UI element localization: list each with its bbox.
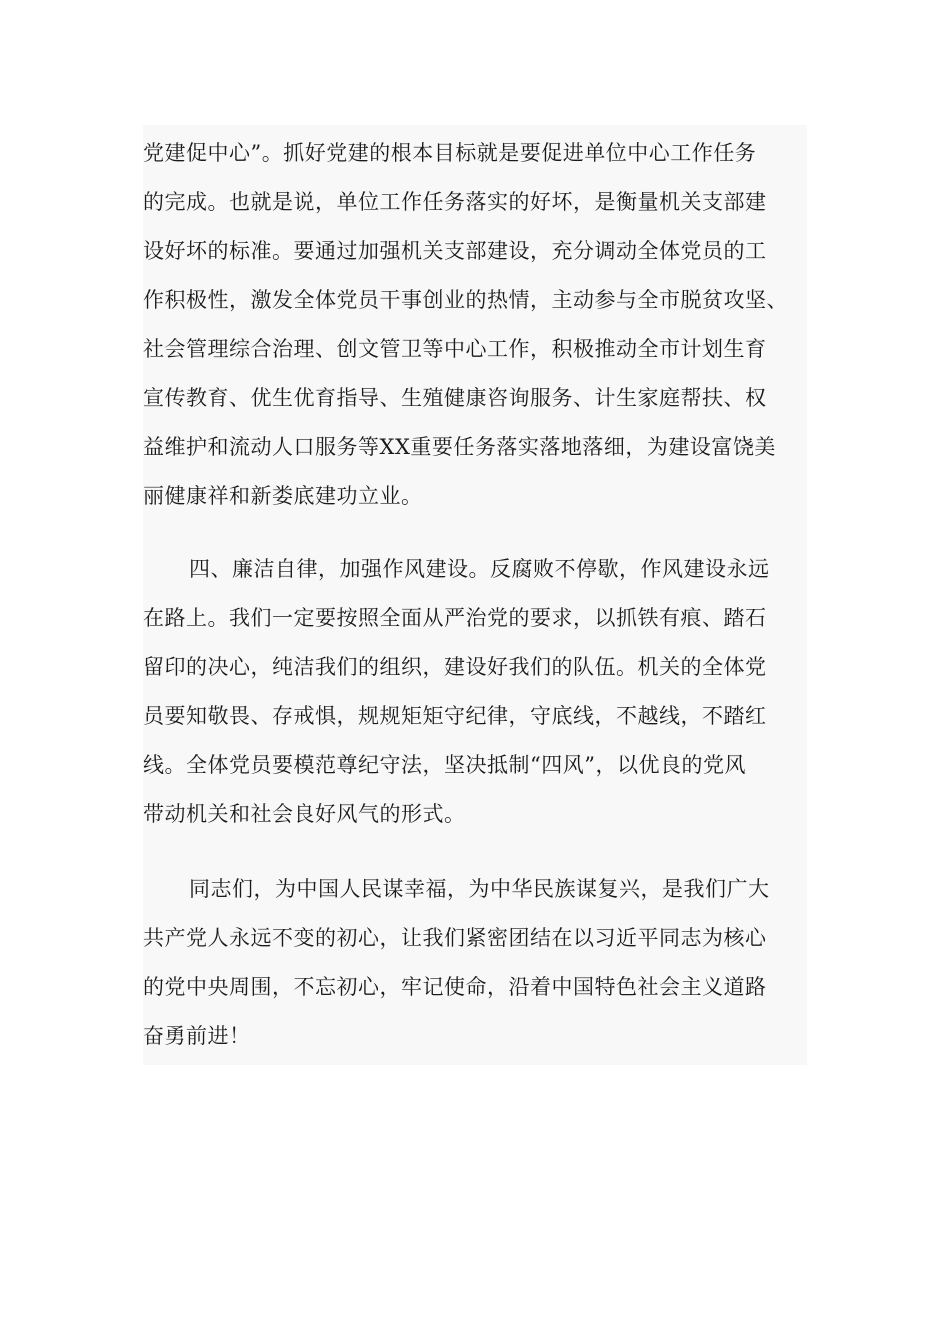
paragraph-2-line-1: 四、廉洁自律，加强作风建设。反腐败不停歇，作风建设永远 (189, 557, 770, 581)
paragraph-3-line-4: 奋勇前进！ (143, 1024, 251, 1048)
paragraph-2-line-4: 员要知敬畏、存戒惧，规规矩矩守纪律，守底线，不越线，不踏红 (143, 704, 767, 728)
document-body (143, 125, 807, 1065)
paragraph-3-line-2: 共产党人永远不变的初心，让我们紧密团结在以习近平同志为核心 (143, 926, 767, 950)
paragraph-1-line-1: 党建促中心”。抓好党建的根本目标就是要促进单位中心工作任务 (143, 141, 757, 165)
paragraph-1-line-5: 社会管理综合治理、创文管卫等中心工作，积极推动全市计划生育 (143, 337, 767, 361)
paragraph-1-line-7: 益维护和流动人口服务等XX重要任务落实落地落细，为建设富饶美 (143, 435, 776, 459)
paragraph-2-line-6: 带动机关和社会良好风气的形式。 (143, 802, 466, 826)
paragraph-2-line-2: 在路上。我们一定要按照全面从严治党的要求，以抓铁有痕、踏石 (143, 606, 767, 630)
paragraph-1-line-2: 的完成。也就是说，单位工作任务落实的好坏，是衡量机关支部建 (143, 190, 767, 214)
paragraph-1-line-3: 设好坏的标准。要通过加强机关支部建设，充分调动全体党员的工 (143, 239, 767, 263)
paragraph-3-line-3: 的党中央周围，不忘初心，牢记使命，沿着中国特色社会主义道路 (143, 975, 767, 999)
paragraph-3-line-1: 同志们，为中国人民谋幸福，为中华民族谋复兴，是我们广大 (189, 877, 770, 901)
paragraph-2-line-5: 线。全体党员要模范尊纪守法，坚决抵制“四风”，以优良的党风 (143, 753, 746, 777)
paragraph-1-line-8: 丽健康祥和新娄底建功立业。 (143, 484, 423, 508)
paragraph-2-line-3: 留印的决心，纯洁我们的组织，建设好我们的队伍。机关的全体党 (143, 655, 767, 679)
paragraph-1-line-6: 宣传教育、优生优育指导、生殖健康咨询服务、计生家庭帮扶、权 (143, 386, 767, 410)
paragraph-1-line-4: 作积极性，激发全体党员干事创业的热情，主动参与全市脱贫攻坚、 (143, 288, 788, 312)
